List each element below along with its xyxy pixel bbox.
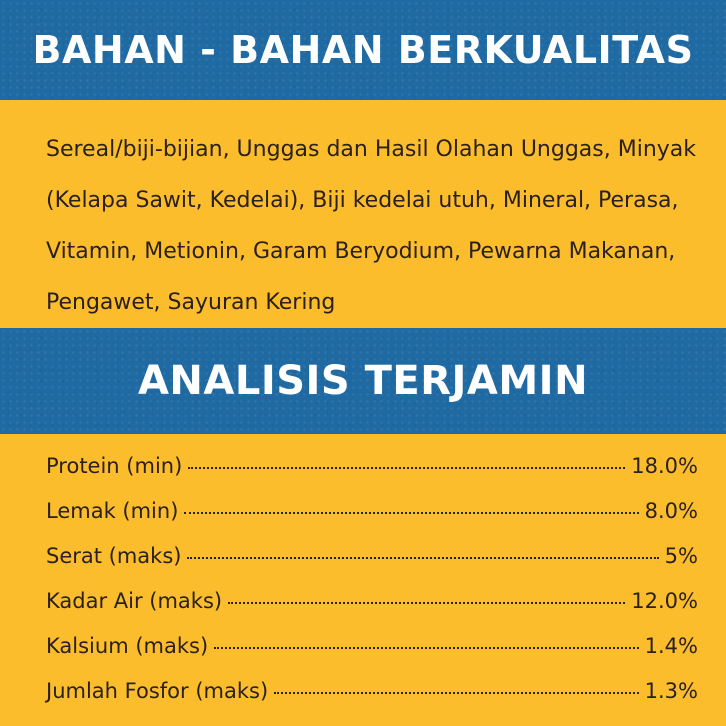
dot-leader	[228, 601, 625, 604]
analysis-value: 12.0%	[631, 589, 698, 613]
analysis-row-kadar-air	[46, 585, 698, 630]
ingredients-section	[0, 100, 726, 328]
analysis-label: Protein (min)	[46, 454, 183, 478]
analysis-row-fosfor	[46, 675, 698, 720]
dot-leader	[184, 511, 638, 514]
analysis-section	[0, 434, 726, 726]
analysis-row-kalsium	[46, 630, 698, 675]
analysis-label: Serat (maks)	[46, 544, 182, 568]
dot-leader	[187, 556, 658, 559]
analysis-value: 1.4%	[644, 634, 698, 658]
ingredients-list-text: Sereal/biji-bijian, Unggas dan Hasil Olahan Unggas, Minyak (Kelapa Sawit, Kedelai), Biji kedelai utuh, Mineral, Perasa, Vitamin, Metionin, Garam Beryodium, Pewarna Makanan, Pengawet, Sayuran Kering	[46, 137, 697, 315]
analysis-row-serat	[46, 540, 698, 585]
analysis-value: 5%	[664, 544, 698, 568]
analysis-label: Kadar Air (maks)	[46, 589, 223, 613]
analysis-label: Lemak (min)	[46, 499, 179, 523]
analysis-row-protein	[46, 450, 698, 495]
analysis-value: 18.0%	[631, 454, 698, 478]
analysis-table	[46, 450, 698, 720]
analysis-value: 1.3%	[644, 679, 698, 703]
ingredients-header-band	[0, 0, 726, 100]
analysis-header-band	[0, 328, 726, 434]
ingredients-heading: BAHAN - BAHAN BERKUALITAS	[32, 28, 694, 72]
dot-leader	[274, 691, 639, 694]
dot-leader	[188, 466, 625, 469]
analysis-label: Kalsium (maks)	[46, 634, 209, 658]
analysis-label: Jumlah Fosfor (maks)	[46, 679, 269, 703]
analysis-row-lemak	[46, 495, 698, 540]
analysis-value: 8.0%	[644, 499, 698, 523]
analysis-heading: ANALISIS TERJAMIN	[137, 358, 589, 404]
dot-leader	[214, 646, 639, 649]
